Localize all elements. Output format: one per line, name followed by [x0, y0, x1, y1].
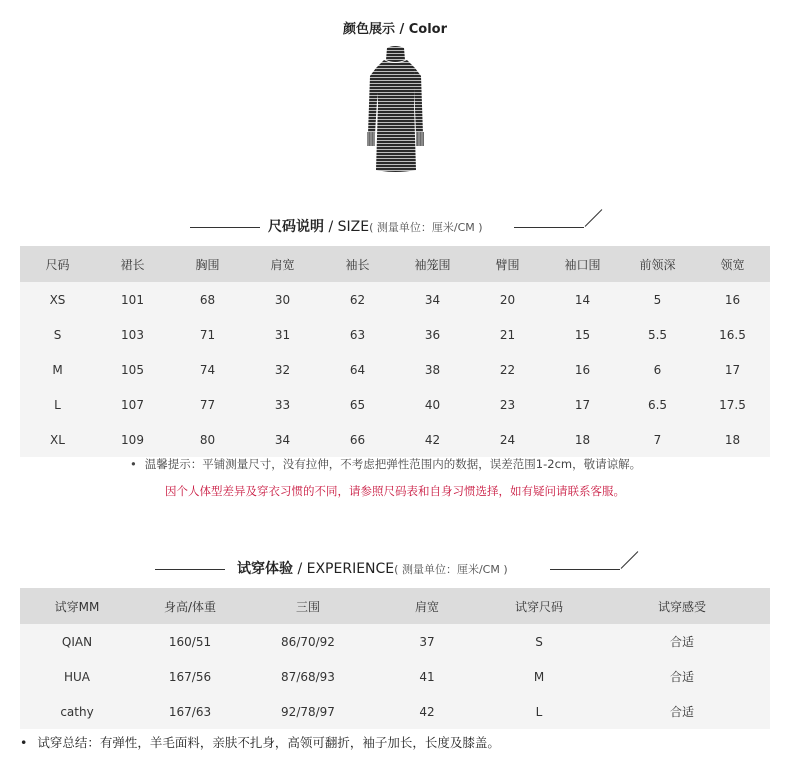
experience-title-en: EXPERIENCE: [306, 561, 395, 577]
table-cell: 74: [170, 352, 245, 387]
fitting-summary: • 试穿总结：有弹性，羊毛面料，亲肤不扎身，高领可翻折，袖子加长，长度及膝盖。: [20, 733, 500, 751]
size-selection-warning: 因个人体型差异及穿衣习惯的不同，请参照尺码表和自身习惯选择，如有疑问请联系客服。: [165, 484, 625, 498]
table-row: [20, 387, 770, 422]
table-cell: 167/63: [134, 694, 246, 729]
table-cell: M: [20, 352, 95, 387]
table-row: [20, 694, 770, 729]
size-unit-note: ( 测量单位：厘米/CM ): [369, 221, 483, 234]
table-cell: 80: [170, 422, 245, 457]
table-cell: 167/56: [134, 659, 246, 694]
table-cell: 37: [370, 624, 484, 659]
table-cell: S: [484, 624, 594, 659]
table-cell: 16: [545, 352, 620, 387]
table-cell: 17: [695, 352, 770, 387]
table-cell: 24: [470, 422, 545, 457]
table-cell: 5: [620, 282, 695, 317]
table-cell: 41: [370, 659, 484, 694]
size-header-cell: 领宽: [695, 246, 770, 282]
table-cell: M: [484, 659, 594, 694]
heading-slash-decoration: [585, 209, 603, 227]
size-header-cell: 袖口围: [545, 246, 620, 282]
table-cell: 21: [470, 317, 545, 352]
table-row: [20, 352, 770, 387]
dress-product-image: [360, 44, 430, 178]
experience-section-heading: [0, 558, 790, 582]
table-cell: 合适: [594, 694, 770, 729]
size-header-cell: 臂围: [470, 246, 545, 282]
table-cell: 66: [320, 422, 395, 457]
experience-section-title: [237, 558, 508, 578]
table-cell: 16.5: [695, 317, 770, 352]
table-cell: 18: [695, 422, 770, 457]
experience-header-cell: 肩宽: [370, 588, 484, 624]
table-cell: 63: [320, 317, 395, 352]
size-header-cell: 裙长: [95, 246, 170, 282]
experience-header-cell: 试穿MM: [20, 588, 134, 624]
heading-slash-decoration: [621, 551, 639, 569]
table-cell: 86/70/92: [246, 624, 370, 659]
experience-unit-note: ( 测量单位：厘米/CM ): [394, 563, 508, 576]
table-cell: 42: [395, 422, 470, 457]
table-cell: 22: [470, 352, 545, 387]
table-cell: 77: [170, 387, 245, 422]
table-cell: 32: [245, 352, 320, 387]
size-header-cell: 袖笼围: [395, 246, 470, 282]
table-cell: 34: [395, 282, 470, 317]
table-cell: 68: [170, 282, 245, 317]
table-cell: 31: [245, 317, 320, 352]
experience-title-cn: 试穿体验: [237, 561, 293, 577]
heading-right-rule: [514, 227, 584, 228]
table-cell: 23: [470, 387, 545, 422]
table-cell: 71: [170, 317, 245, 352]
table-cell: 14: [545, 282, 620, 317]
measurement-note: • 温馨提示：平铺测量尺寸，没有拉伸，不考虑把弹性范围内的数据，误差范围1-2cm，敬请谅解。: [130, 456, 641, 472]
table-row: [20, 317, 770, 352]
table-cell: 15: [545, 317, 620, 352]
heading-left-rule: [190, 227, 260, 228]
heading-right-rule: [550, 569, 620, 570]
experience-header-cell: 身高/体重: [134, 588, 246, 624]
experience-table-header-row: [20, 588, 770, 624]
table-cell: QIAN: [20, 624, 134, 659]
table-cell: XL: [20, 422, 95, 457]
size-header-cell: 前领深: [620, 246, 695, 282]
table-cell: 16: [695, 282, 770, 317]
table-cell: 36: [395, 317, 470, 352]
table-row: [20, 422, 770, 457]
size-header-cell: 尺码: [20, 246, 95, 282]
experience-table: [20, 588, 770, 729]
table-cell: 65: [320, 387, 395, 422]
table-cell: 34: [245, 422, 320, 457]
size-section-heading: [0, 216, 790, 240]
table-cell: 103: [95, 317, 170, 352]
table-cell: 6: [620, 352, 695, 387]
table-cell: 7: [620, 422, 695, 457]
table-cell: S: [20, 317, 95, 352]
table-cell: 92/78/97: [246, 694, 370, 729]
table-cell: 6.5: [620, 387, 695, 422]
table-cell: 62: [320, 282, 395, 317]
table-cell: 105: [95, 352, 170, 387]
heading-left-rule: [155, 569, 225, 570]
experience-header-cell: 试穿感受: [594, 588, 770, 624]
table-cell: 合适: [594, 659, 770, 694]
experience-header-cell: 三围: [246, 588, 370, 624]
size-header-cell: 袖长: [320, 246, 395, 282]
size-header-cell: 肩宽: [245, 246, 320, 282]
table-cell: 107: [95, 387, 170, 422]
table-cell: 合适: [594, 624, 770, 659]
table-cell: 20: [470, 282, 545, 317]
table-cell: 40: [395, 387, 470, 422]
table-cell: 5.5: [620, 317, 695, 352]
size-header-cell: 胸围: [170, 246, 245, 282]
table-cell: L: [484, 694, 594, 729]
experience-header-cell: 试穿尺码: [484, 588, 594, 624]
table-cell: 30: [245, 282, 320, 317]
table-cell: 109: [95, 422, 170, 457]
table-cell: 160/51: [134, 624, 246, 659]
table-cell: 33: [245, 387, 320, 422]
table-cell: 64: [320, 352, 395, 387]
size-table: [20, 246, 770, 457]
size-section-title: [268, 216, 483, 236]
table-row: [20, 624, 770, 659]
size-title-separator: /: [324, 219, 338, 235]
size-title-en: SIZE: [337, 219, 370, 235]
table-cell: 17.5: [695, 387, 770, 422]
table-cell: HUA: [20, 659, 134, 694]
size-title-cn: 尺码说明: [268, 219, 324, 235]
table-cell: L: [20, 387, 95, 422]
experience-title-separator: /: [293, 561, 307, 577]
table-cell: 18: [545, 422, 620, 457]
table-cell: XS: [20, 282, 95, 317]
table-cell: 42: [370, 694, 484, 729]
table-cell: 101: [95, 282, 170, 317]
table-cell: cathy: [20, 694, 134, 729]
color-section-title: 颜色展示 / Color: [342, 22, 448, 37]
table-row: [20, 659, 770, 694]
table-cell: 87/68/93: [246, 659, 370, 694]
size-table-header-row: [20, 246, 770, 282]
table-cell: 38: [395, 352, 470, 387]
table-row: [20, 282, 770, 317]
table-cell: 17: [545, 387, 620, 422]
